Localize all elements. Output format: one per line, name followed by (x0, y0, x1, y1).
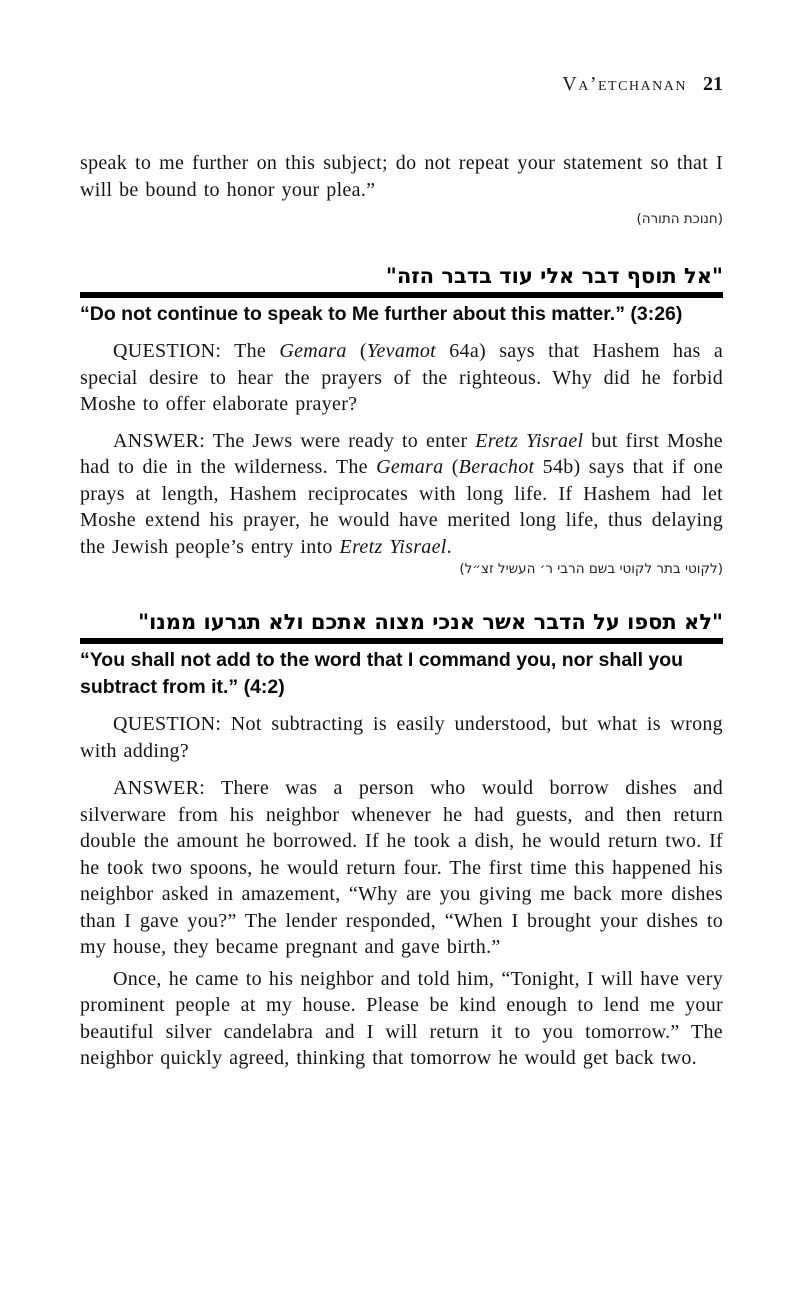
continuation-paragraph: speak to me further on this subject; do not repeat your statement so that I will be bound to honor your plea.” (80, 152, 723, 201)
parsha-title: Va’etchanan (562, 73, 687, 95)
question-paragraph: QUESTION: Not subtracting is easily understood, but what is wrong with adding? (80, 713, 723, 762)
hebrew-verse-heading: "לא תספו על הדבר אשר אנכי מצוה אתכם ולא תגרעו ממנו" (138, 610, 723, 634)
text-column (0, 72, 800, 1072)
page-number: 21 (703, 73, 723, 95)
source-citation: (חנוכת התורה) (636, 211, 723, 227)
question-paragraph: QUESTION: The Gemara (Yevamot 64a) says that Hashem has a special desire to hear the prayers of the righteous. Why did he forbid Moshe to offer elaborate prayer? (80, 340, 723, 415)
answer-paragraph: Once, he came to his neighbor and told him, “Tonight, I will have very prominent people at my house. Please be kind enough to lend me your beautiful silver candelabra and I will return it to you tomorrow.” The neighbor quickly agreed, thinking that tomorrow he would get back two. (80, 967, 723, 1069)
divider-rule (80, 292, 723, 298)
running-header (80, 72, 723, 98)
divider-rule (80, 638, 723, 644)
source-citation: (לקוטי בתר לקוטי בשם הרבי ר׳ העשיל זצ״ל) (459, 561, 723, 577)
verse-translation: “You shall not add to the word that I command you, nor shall you subtract from it.” (4:2) (80, 649, 684, 698)
verse-translation: “Do not continue to speak to Me further about this matter.” (3:26) (80, 303, 683, 325)
hebrew-verse-heading: "אל תוסף דבר אלי עוד בדבר הזה" (385, 264, 723, 288)
answer-paragraph: ANSWER: The Jews were ready to enter Eretz Yisrael but first Moshe had to die in the wilderness. The Gemara (Berachot 54b) says that if one prays at length, Hashem reciprocates with long life. If Hashem had let Moshe extend his prayer, he would have merited long life, thus delaying the Jewish people’s entry into Eretz Yisrael. (80, 429, 723, 558)
answer-paragraph: ANSWER: There was a person who would borrow dishes and silverware from his neighbor whenever he had guests, and then return double the amount he borrowed. If he took a dish, he would return two. If he took two spoons, he would return four. The first time this happened his neighbor asked in amazement, “Why are you giving me back more dishes than I gave you?” The lender responded, “When I brought your dishes to my house, they became pregnant and gave birth.” (80, 777, 723, 958)
